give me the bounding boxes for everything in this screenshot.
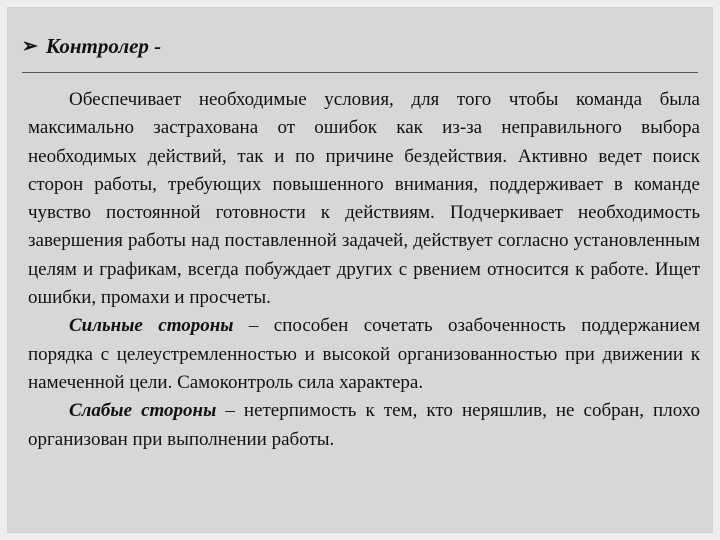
paragraph-description-text: Обеспечивает необходимые условия, для того чтобы команда была максимально застрахована от ошибок как из-за неправильного выбора необходимых действий, так и по причине бездействия. Активно ведет поиск сторон работы, требующих повышенного внимания, поддерживает в команде чувство постоянной готовности к действиям. Подчеркивает необходимость завершения работы над поставленной задачей, действует согласно установленным целям и графикам, всегда побуждает других с рвением относится к работе. Ищет ошибки, промахи и просчеты.	[28, 89, 700, 309]
slide-header	[22, 34, 161, 59]
arrowhead-bullet-icon: ➢	[22, 36, 38, 57]
slide	[8, 8, 712, 532]
strengths-text: – способен сочетать озабоченность поддержанием порядка с целеустремленностью и высокой организованностью при движении к намеченной цели. Самоконтроль сила характера.	[28, 315, 700, 393]
weaknesses-text: – нетерпимость к тем, кто неряшлив, не собран, плохо организован при выполнении работы.	[28, 400, 700, 450]
paragraph-description	[28, 86, 700, 312]
slide-body	[28, 86, 700, 454]
strengths-term: Сильные стороны	[69, 315, 234, 337]
paragraph-weaknesses	[28, 397, 700, 454]
weaknesses-term: Слабые стороны	[69, 400, 217, 422]
header-divider	[22, 72, 698, 73]
slide-title: Контролер -	[45, 34, 162, 58]
paragraph-strengths	[28, 312, 700, 397]
